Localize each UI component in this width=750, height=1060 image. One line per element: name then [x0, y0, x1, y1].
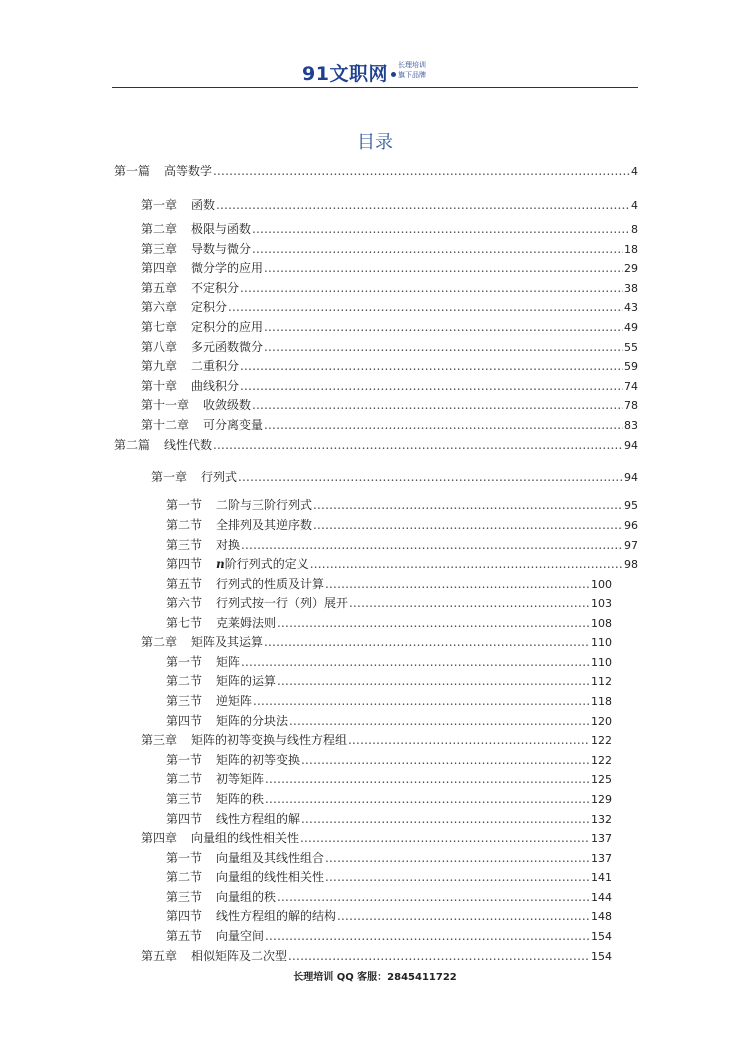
toc-number: 第五节: [166, 577, 203, 591]
toc-number: 第二节: [166, 674, 203, 688]
toc-part-row[interactable]: [114, 436, 638, 455]
toc-number: 第十章: [141, 379, 178, 393]
toc-title-italic-n: n: [216, 557, 225, 571]
toc-chapter-row[interactable]: [141, 318, 638, 337]
toc-leader-dots: [253, 692, 590, 711]
toc-number: 第九章: [141, 359, 178, 373]
toc-leader-dots: [277, 672, 590, 691]
toc-page-number: 108: [591, 617, 612, 630]
toc-page-number: 122: [591, 734, 612, 747]
toc-leader-dots: [252, 396, 623, 415]
toc-title: [216, 555, 309, 574]
toc-page-number: 120: [591, 715, 612, 728]
toc-number: 第三章: [141, 733, 178, 747]
toc-leader-dots: [348, 731, 590, 750]
toc-leader-dots: [240, 279, 623, 298]
toc-title: 曲线积分: [191, 379, 240, 393]
toc-leader-dots: [313, 496, 623, 515]
toc-section-row[interactable]: [166, 770, 612, 789]
toc-page-number: 118: [591, 695, 612, 708]
toc-number: 第一篇: [114, 164, 151, 178]
toc-number: 第三章: [141, 242, 178, 256]
brand-tagline-line2: 旗下品牌: [398, 71, 426, 79]
toc-leader-dots: [349, 594, 590, 613]
toc-number: 第五章: [141, 949, 178, 963]
toc-section-row[interactable]: [166, 555, 638, 574]
toc-title: 矩阵的初等变换与线性方程组: [191, 733, 348, 747]
toc-number: 第三节: [166, 694, 203, 708]
toc-section-row[interactable]: [166, 594, 612, 613]
toc-title: 可分离变量: [203, 418, 264, 432]
toc-title: 定积分: [191, 300, 228, 314]
toc-title: 线性方程组的解: [216, 812, 301, 826]
toc-number: 第五章: [141, 281, 178, 295]
toc-number: 第一节: [166, 498, 203, 512]
toc-page-number: 110: [591, 656, 612, 669]
toc-leader-dots: [264, 259, 623, 278]
toc-title: 克莱姆法则: [216, 616, 277, 630]
toc-page-number: 49: [624, 321, 638, 334]
toc-page-number: 55: [624, 341, 638, 354]
toc-number: 第三节: [166, 890, 203, 904]
toc-leader-dots: [288, 947, 590, 966]
toc-section-row[interactable]: [166, 790, 612, 809]
toc-section-row[interactable]: [166, 575, 612, 594]
toc-number: 第七节: [166, 616, 203, 630]
toc-section-row[interactable]: [166, 751, 612, 770]
toc-leader-dots: [277, 888, 590, 907]
toc-number: 第四节: [166, 812, 203, 826]
toc-leader-dots: [264, 318, 623, 337]
toc-leader-dots: [264, 338, 623, 357]
toc-number: 第一章: [151, 470, 188, 484]
toc-page-number: 29: [624, 262, 638, 275]
toc-page-number: 100: [591, 578, 612, 591]
toc-page-number: 4: [631, 199, 638, 212]
toc-leader-dots: [228, 298, 623, 317]
toc-title: 向量组的秩: [216, 890, 277, 904]
toc-number: 第一节: [166, 655, 203, 669]
toc-leader-dots: [325, 849, 590, 868]
toc-page-number: 4: [631, 165, 638, 178]
toc-number: 第五节: [166, 929, 203, 943]
toc-title: 初等矩阵: [216, 772, 265, 786]
toc-title: 线性代数: [164, 438, 213, 452]
toc-title: 向量空间: [216, 929, 265, 943]
toc-section-row[interactable]: [166, 888, 612, 907]
toc-chapter-row[interactable]: [141, 731, 612, 750]
toc-page-number: 148: [591, 910, 612, 923]
toc-leader-dots: [325, 868, 590, 887]
toc-title: 二重积分: [191, 359, 240, 373]
toc-title: 全排列及其逆序数: [216, 518, 313, 532]
toc-leader-dots: [337, 907, 590, 926]
toc-title: 矩阵的初等变换: [216, 753, 301, 767]
toc-title: 线性方程组的解的结构: [216, 909, 337, 923]
toc-number: 第一节: [166, 753, 203, 767]
toc-title: 不定积分: [191, 281, 240, 295]
toc-page-number: 122: [591, 754, 612, 767]
toc-page-number: 59: [624, 360, 638, 373]
toc-page-number: 83: [624, 419, 638, 432]
toc-title: 行列式的性质及计算: [216, 577, 325, 591]
brand-tagline-line1: 长理培训: [398, 61, 426, 69]
toc-title: 导数与微分: [191, 242, 252, 256]
toc-chapter-row[interactable]: [141, 259, 638, 278]
toc-number: 第二节: [166, 772, 203, 786]
toc-title: 向量组的线性相关性: [191, 831, 300, 845]
toc-section-row[interactable]: [166, 496, 638, 515]
toc-page-number: 96: [624, 519, 638, 532]
toc-page-number: 103: [591, 597, 612, 610]
toc-title: 对换: [216, 538, 241, 552]
toc-number: 第七章: [141, 320, 178, 334]
toc-section-row[interactable]: [166, 810, 612, 829]
toc-number: 第十二章: [141, 418, 190, 432]
toc-page-number: 94: [624, 471, 638, 484]
toc-title: 向量组及其线性组合: [216, 851, 325, 865]
toc-section-row[interactable]: [166, 868, 612, 887]
toc-page-number: 137: [591, 852, 612, 865]
toc-page-number: 110: [591, 636, 612, 649]
toc-page-number: 129: [591, 793, 612, 806]
toc-chapter-row[interactable]: [141, 396, 638, 415]
toc-number: 第三节: [166, 792, 203, 806]
toc-leader-dots: [264, 416, 623, 435]
page-footer: 长理培训 QQ 客服：2845411722: [293, 972, 457, 983]
toc-page-number: 144: [591, 891, 612, 904]
toc-leader-dots: [213, 162, 630, 181]
toc-chapter-row[interactable]: [141, 240, 638, 259]
toc-leader-dots: [264, 633, 590, 652]
toc-page-number: 137: [591, 832, 612, 845]
toc-leader-dots: [238, 468, 623, 487]
toc-chapter-row[interactable]: [141, 196, 638, 215]
toc-number: 第二章: [141, 635, 178, 649]
toc-title: 矩阵的运算: [216, 674, 277, 688]
toc-chapter-row[interactable]: [141, 416, 638, 435]
toc-number: 第二篇: [114, 438, 151, 452]
toc-number: 第四章: [141, 261, 178, 275]
toc-chapter-row[interactable]: [141, 279, 638, 298]
toc-page-number: 125: [591, 773, 612, 786]
toc-leader-dots: [240, 357, 623, 376]
toc-leader-dots: [277, 614, 590, 633]
toc-number: 第四节: [166, 714, 203, 728]
toc-title: 相似矩阵及二次型: [191, 949, 288, 963]
toc-page-number: 18: [624, 243, 638, 256]
toc-title: 行列式按一行（列）展开: [216, 596, 349, 610]
toc-leader-dots: [325, 575, 590, 594]
toc-chapter-row[interactable]: [141, 338, 638, 357]
toc-chapter-row[interactable]: [141, 633, 612, 652]
toc-number: 第一节: [166, 851, 203, 865]
toc-leader-dots: [240, 377, 623, 396]
toc-number: 第一章: [141, 198, 178, 212]
toc-section-row[interactable]: [166, 536, 638, 555]
toc-section-row[interactable]: [166, 516, 638, 535]
toc-title: 矩阵的分块法: [216, 714, 289, 728]
toc-leader-dots: [300, 829, 590, 848]
toc-chapter-row[interactable]: [141, 220, 638, 239]
toc-page-number: 98: [624, 558, 638, 571]
toc-page-number: 141: [591, 871, 612, 884]
toc-section-row[interactable]: [166, 614, 612, 633]
toc-title: 高等数学: [164, 164, 213, 178]
toc-title: 矩阵及其运算: [191, 635, 264, 649]
toc-number: 第六章: [141, 300, 178, 314]
toc-title: 极限与函数: [191, 222, 252, 236]
toc-leader-dots: [241, 536, 623, 555]
toc-section-row[interactable]: [166, 712, 612, 731]
toc-title: 二阶与三阶行列式: [216, 498, 313, 512]
toc-page-number: 154: [591, 950, 612, 963]
toc-number: 第十一章: [141, 398, 190, 412]
toc-leader-dots: [252, 220, 630, 239]
toc-number: 第二章: [141, 222, 178, 236]
toc-leader-dots: [301, 810, 590, 829]
toc-section-row[interactable]: [166, 907, 612, 926]
toc-title: 多元函数微分: [191, 340, 264, 354]
toc-page-number: 38: [624, 282, 638, 295]
toc-number: 第二节: [166, 518, 203, 532]
toc-page-number: 132: [591, 813, 612, 826]
toc-leader-dots: [241, 653, 590, 672]
toc-page-number: 112: [591, 675, 612, 688]
toc-chapter-row[interactable]: [141, 377, 638, 396]
toc-title: 微分学的应用: [191, 261, 264, 275]
toc-chapter-row[interactable]: [141, 357, 638, 376]
toc-number: 第三节: [166, 538, 203, 552]
toc-leader-dots: [213, 436, 623, 455]
toc-chapter-row[interactable]: [141, 947, 612, 966]
toc-number: 第四节: [166, 557, 203, 571]
toc-section-row[interactable]: [166, 927, 612, 946]
toc-leader-dots: [265, 927, 590, 946]
toc-leader-dots: [310, 555, 623, 574]
toc-leader-dots: [301, 751, 590, 770]
toc-page-number: 43: [624, 301, 638, 314]
toc-title: 矩阵的秩: [216, 792, 265, 806]
logo-text: 91文职网: [302, 63, 388, 85]
page-title: 目录: [357, 132, 393, 153]
toc-title: 逆矩阵: [216, 694, 253, 708]
toc-title: 函数: [191, 198, 216, 212]
toc-leader-dots: [265, 770, 590, 789]
toc-number: 第二节: [166, 870, 203, 884]
toc-number: 第四节: [166, 909, 203, 923]
toc-part-row[interactable]: [114, 162, 638, 181]
toc-chapter-row[interactable]: [151, 468, 638, 487]
toc-page-number: 78: [624, 399, 638, 412]
toc-number: 第八章: [141, 340, 178, 354]
toc-page-number: 95: [624, 499, 638, 512]
toc-number: 第四章: [141, 831, 178, 845]
toc-title: 向量组的线性相关性: [216, 870, 325, 884]
toc-section-row[interactable]: [166, 672, 612, 691]
toc-title-text: 阶行列式的定义: [224, 557, 309, 571]
toc-page-number: 8: [631, 223, 638, 236]
toc-section-row[interactable]: [166, 849, 612, 868]
toc-title: 收敛级数: [203, 398, 252, 412]
toc-section-row[interactable]: [166, 653, 612, 672]
toc-section-row[interactable]: [166, 692, 612, 711]
toc-title: 定积分的应用: [191, 320, 264, 334]
toc-leader-dots: [313, 516, 623, 535]
toc-chapter-row[interactable]: [141, 829, 612, 848]
toc-page-number: 154: [591, 930, 612, 943]
toc-page-number: 94: [624, 439, 638, 452]
toc-leader-dots: [265, 790, 590, 809]
toc-chapter-row[interactable]: [141, 298, 638, 317]
toc-leader-dots: [252, 240, 623, 259]
toc-title: 行列式: [201, 470, 238, 484]
toc-page-number: 74: [624, 380, 638, 393]
toc-leader-dots: [289, 712, 590, 731]
toc-page-number: 97: [624, 539, 638, 552]
toc-number: 第六节: [166, 596, 203, 610]
toc-title: 矩阵: [216, 655, 241, 669]
toc-leader-dots: [216, 196, 630, 215]
